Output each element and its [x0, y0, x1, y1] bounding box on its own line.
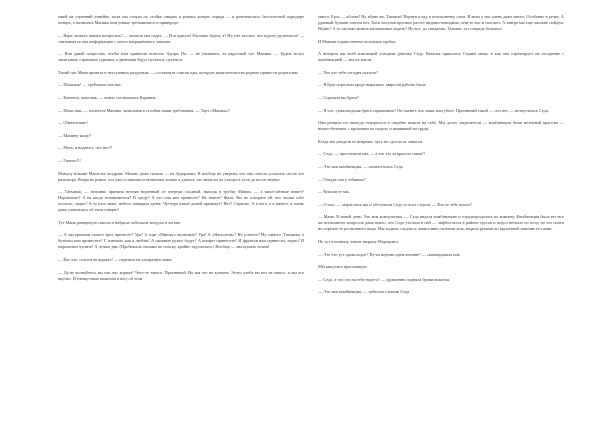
paragraph: — Шаш-лык, — пхнетела Маника, записывая в столбик наши требования. — Торт «Мишка»?	[58, 107, 230, 113]
paragraph: — О-ооо, — затряслись мы и обступили Седу со всех сторон. — Кто ее тебе купил?	[318, 201, 472, 207]
right-page	[318, 14, 564, 418]
paragraph: Они решили по ничегда отыграться и скорбно вышла на себе. Мы долго затрепетали — комбинации были неземной красоты — нежно-бежевая, с кружевом по подолу и вышивкой на груди.	[318, 120, 564, 132]
paragraph: — Купили ее мы.	[318, 189, 350, 195]
paragraph: — Мать, я надеюсь, что нет?!	[58, 145, 113, 151]
paragraph: — Седа, а что это на тебе надето? — удивленно подняла брови вожатая.	[318, 276, 450, 282]
paragraph: — Я брат спросили вроде выразили, завра ни работы была.	[318, 82, 427, 88]
page-gutter	[300, 0, 301, 424]
paragraph: — Мамину кашу?	[58, 132, 91, 138]
paragraph: — Спрашла вы брата?	[318, 94, 359, 100]
paragraph: — Откуда она у тебявааа?	[318, 176, 366, 182]
paragraph: — Конечно, шашлык, — вовно соглашалась Карнина.	[58, 94, 157, 100]
paragraph: И Маника торжественно положила трубку.	[318, 38, 397, 44]
paragraph: Тихий час Маня провела в неустанных раздумьях — составляла список еды, которую вымогательства родные привести родителям.	[58, 69, 299, 75]
paragraph: — Мама. В новой день: Это моя комчушечка. — Седа видела комбинацию и городопродалась по комнату. Комбинация была вес-все же всепомнить вопросов дама никто, что Седа утопала в ней — лифболтался в районе трусов и подол неткале по полу, но это почти не портило ее роскошного вида. Мы ходили следом и, завистливо сопевши ушь, водили руками по кружевной машине ее такни.	[318, 214, 564, 232]
paragraph: Но тут в комнату ловом зверину Маргарита.	[318, 238, 399, 244]
paragraph: — Шашлык! — требовала она нас.	[58, 82, 122, 88]
paragraph: мной на утренний линейке, пока мы стояли по стойке смирно в разных концах отряда — я развлекалась: бесполезной коридоре поверх, а назвалась Маника мои умные третьяновесь в приверзде.	[58, 14, 304, 25]
paragraph: А вечером мы всей компанией утащили девочку Седу. Наталья пришлось Седина мама, и как она отреагирует на отсорение с комбинацией — мы не знали.	[318, 51, 564, 63]
paragraph: — Да не волнуйтесь вы так, вас кормят! Чего-то такого. Противный. Но мы это не кушаем. Этого хлеба вы вот не много, и мы его вкусно. И (невкусным шоколам и вас) об этом	[58, 269, 304, 281]
paragraph: — А мы признан самого трех принесёт? Ура! А торт «Мишку» включите? Ура! А «Наполеон»? Не успеете? Ну, ничего. Татьянка, а булочки вам принесете? С изюмом, как я люблю! А пышные ружье будут? А конфет принесете? И фруктов нам принесли, ладно? И мороженое купите! А лучше два. (Пробежала глазами по списку, крайне задумалась.) Вообще — мы кушать хотим!	[58, 232, 304, 250]
paragraph: — Или давай попросим, чтобы нам привезли новелла Эдгара По, — не унимаясь, за парусный суп Маника. — Будем вслух зачитывать страшные сурками, а двенчики будут пугаться, пугаться.	[58, 51, 304, 63]
paragraph: — Гынэть!!!	[58, 157, 81, 163]
paragraph: — Наре, вожает, вашки попросить? — кошела она седах. — И ж красно! Расовать будем, а? Ну, нет тассяет, что куроту рулеешься? — считывается она информацию с моего напряжённого затылка.	[58, 32, 304, 44]
paragraph: — Вас что, совсем не кормят? — перешла на ультразвук мама.	[58, 256, 173, 262]
paragraph: — Это моя комбинация, — похвасталась Седа.	[318, 163, 404, 169]
paragraph: — Я что, сумасшедшая брата спрашивать? Он скажет, что мама мам убьет. Противный такой — сил нет, — возмутилась Седа.	[318, 107, 549, 113]
left-page	[58, 14, 304, 418]
paragraph: — Что что тебе сегодня сказала?	[318, 69, 378, 75]
paragraph: много. Ерзо — яблоке! Ну ябоне же, Татьяна? Вернув я еду и потихонечку съем. И вазы у нас очень даже много. Особенно в речке. А удачный булыни совсем нет. Хотя лопухов крупное растет видимо-невидимо, они-то нас и спасают. А завтра мы еще мыльно пойдем. Вёдно? А то сколько можно мельчихами ходить? Ну все, до свидания, Татьяна, тут очередь большое.	[318, 14, 564, 31]
paragraph: — Обязательно!	[58, 120, 88, 126]
paragraph: Мы кинулись врассыпную.	[318, 264, 368, 270]
paragraph: Тут Маня развернула список и набрала побольше воздуха в легкие:	[58, 219, 182, 225]
paragraph: — Это моя комбинация, — забегала глазами Седа.	[318, 289, 411, 295]
paragraph: — Это что тут происходит? Ну-ка вертаю прем внешне! — скомандовала она.	[318, 251, 461, 257]
paragraph: Когда мы увидели ее впервые, чуть не сдохли от зависти.	[318, 138, 423, 144]
paragraph: — Седа, — простонали мы, — а что это за красота такая?!	[318, 151, 426, 157]
paragraph: Мамулу новоже Маша на поздравь. Можно даже сказать — на будоражил. В вообще не уверена, что она смогла услыхать после это разговора. Вчера во ровно, что уже оставшиеся вечиточка только я думала, что меня на их утащат в уток да после вернут.	[58, 170, 304, 182]
paragraph: — Татьянаа, — вежливо приняла несняв ниденный от очереди сходный, выходя в трубку Маник, — а маш-сабэвые вешет? Нормально? А на когда тотоявляются? В среду? А что она мне принесет? Не знаете? Жаль. Вы не говорите ей, что чтоша сабо плохого, ладно? А то кэто знаю, небось наварила денек. Чутчуре какие домой приведет? Нет? Странно. А я чего, а я ничего, я очень даже ухватилась об этом говорю!	[58, 189, 304, 213]
